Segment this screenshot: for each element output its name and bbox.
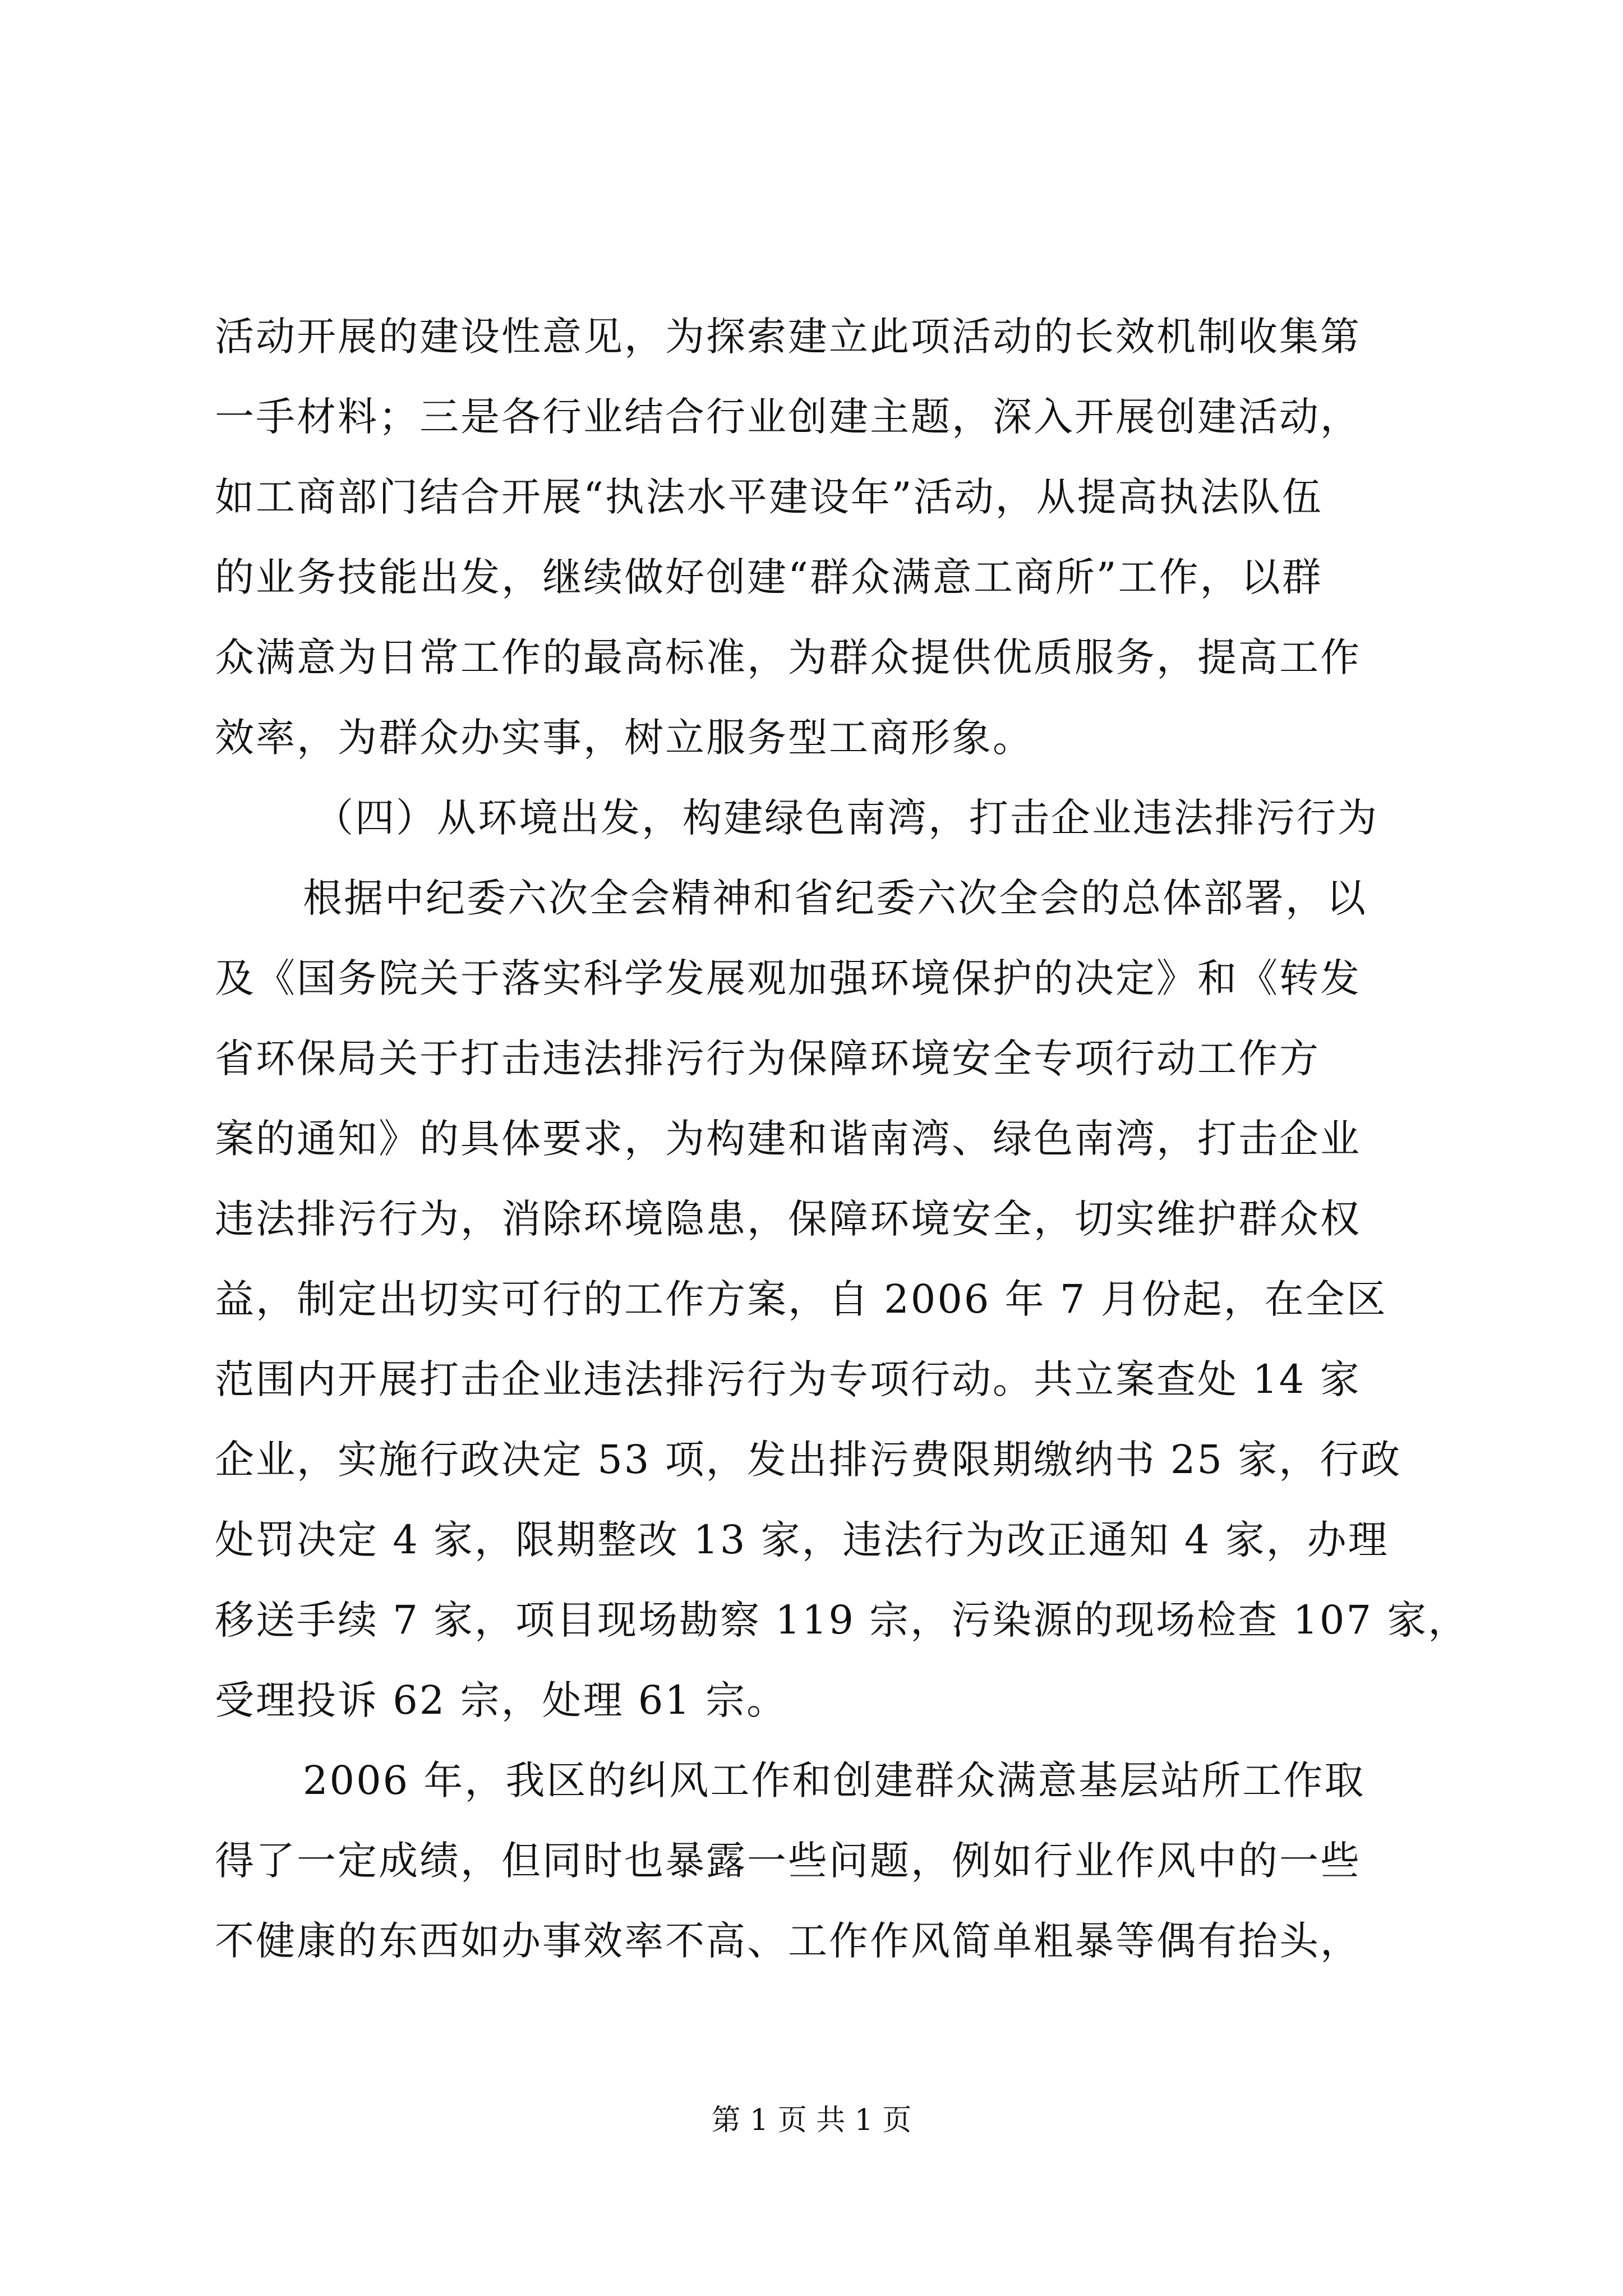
body-text-line: 违法排污行为，消除环境隐患，保障环境安全，切实维护群众权 bbox=[215, 1196, 1361, 1242]
body-text-line: 如工商部门结合开展“执法水平建设年”活动，从提高执法队伍 bbox=[215, 474, 1323, 520]
body-text-line: 众满意为日常工作的最高标准，为群众提供优质服务，提高工作 bbox=[215, 634, 1361, 680]
body-text-line: 受理投诉 62 宗，处理 61 宗。 bbox=[215, 1677, 788, 1723]
body-text-line: 范围内开展打击企业违法排污行为专项行动。共立案查处 14 家 bbox=[215, 1356, 1361, 1402]
body-text-line: 省环保局关于打击违法排污行为保障环境安全专项行动工作方 bbox=[215, 1036, 1320, 1082]
body-text-line: 效率，为群众办实事，树立服务型工商形象。 bbox=[215, 715, 1034, 761]
body-text-line: 移送手续 7 家，项目现场勘察 119 宗，污染源的现场检查 107 家， bbox=[215, 1597, 1469, 1643]
body-text-line: 不健康的东西如办事效率不高、工作作风简单粗暴等偶有抬头， bbox=[215, 1918, 1361, 1964]
body-text-line: 企业，实施行政决定 53 项，发出排污费限期缴纳书 25 家，行政 bbox=[215, 1437, 1402, 1483]
body-text-line: 得了一定成绩，但同时也暴露一些问题，例如行业作风中的一些 bbox=[215, 1838, 1361, 1884]
body-text-line: 案的通知》的具体要求，为构建和谐南湾、绿色南湾，打击企业 bbox=[215, 1116, 1361, 1162]
page-footer: 第 1 页 共 1 页 bbox=[711, 2104, 912, 2137]
section-heading: （四）从环境出发，构建绿色南湾，打击企业违法排污行为 bbox=[314, 795, 1378, 841]
paragraph-first-line: 根据中纪委六次全会精神和省纪委六次全会的总体部署，以 bbox=[303, 875, 1367, 921]
body-text-line: 及《国务院关于落实科学发展观加强环境保护的决定》和《转发 bbox=[215, 955, 1361, 1001]
paragraph-first-line: 2006 年，我区的纠风工作和创建群众满意基层站所工作取 bbox=[303, 1757, 1366, 1803]
body-text-line: 活动开展的建设性意见，为探索建立此项活动的长效机制收集第 bbox=[215, 314, 1361, 360]
body-text-line: 益，制定出切实可行的工作方案，自 2006 年 7 月份起，在全区 bbox=[215, 1276, 1387, 1322]
body-text-line: 一手材料；三是各行业结合行业创建主题，深入开展创建活动， bbox=[215, 394, 1361, 440]
body-text-line: 的业务技能出发，继续做好创建“群众满意工商所”工作，以群 bbox=[215, 554, 1323, 600]
body-text-line: 处罚决定 4 家，限期整改 13 家，违法行为改正通知 4 家，办理 bbox=[215, 1517, 1389, 1563]
